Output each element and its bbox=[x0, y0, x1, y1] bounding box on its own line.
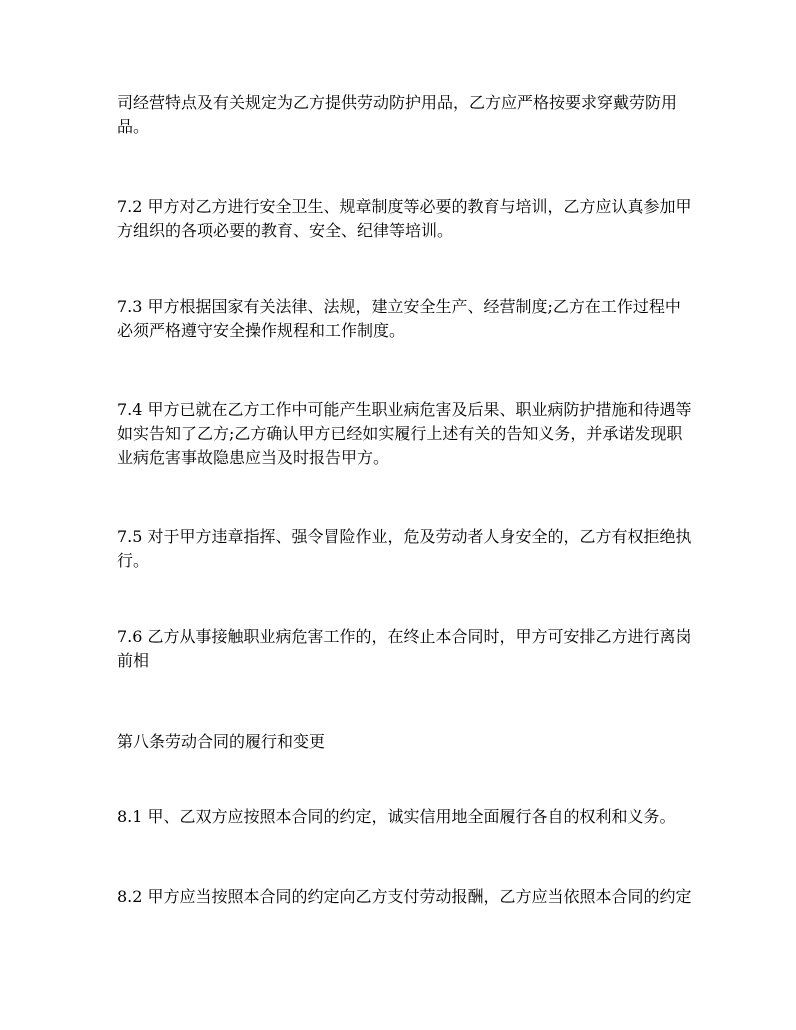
text-line: 业病危害事故隐患应当及时报告甲方。 bbox=[117, 448, 390, 467]
text-line: 7.4 甲方已就在乙方工作中可能产生职业病危害及后果、职业病防护措施和待遇等 bbox=[117, 400, 692, 419]
text-line: 品。 bbox=[117, 117, 150, 136]
text-line: 7.3 甲方根据国家有关法律、法规，建立安全生产、经营制度;乙方在工作过程中 bbox=[117, 297, 681, 316]
text-line: 前相 bbox=[117, 651, 150, 670]
clause-7-5 bbox=[117, 525, 737, 573]
clause-7-6 bbox=[117, 625, 737, 673]
text-line: 7.2 甲方对乙方进行安全卫生、规章制度等必要的教育与培训，乙方应认真参加甲 bbox=[117, 197, 692, 216]
article-8-heading bbox=[117, 730, 737, 754]
text-line: 8.1 甲、乙双方应按照本合同的约定，诚实信用地全面履行各自的权利和义务。 bbox=[117, 807, 676, 826]
clause-8-1 bbox=[117, 805, 737, 829]
section-heading: 第八条劳动合同的履行和变更 bbox=[117, 732, 326, 751]
text-line: 司经营特点及有关规定为乙方提供劳动防护用品，乙方应严格按要求穿戴劳防用 bbox=[117, 93, 678, 112]
clause-8-2 bbox=[117, 885, 737, 909]
clause-7-2 bbox=[117, 195, 737, 243]
text-line: 7.6 乙方从事接触职业病危害工作的，在终止本合同时，甲方可安排乙方进行离岗 bbox=[117, 627, 692, 646]
text-line: 行。 bbox=[117, 551, 150, 570]
clause-7-3 bbox=[117, 295, 737, 343]
clause-7-4 bbox=[117, 398, 737, 470]
text-line: 必须严格遵守安全操作规程和工作制度。 bbox=[117, 321, 406, 340]
text-line: 7.5 对于甲方违章指挥、强令冒险作业，危及劳动者人身安全的，乙方有权拒绝执 bbox=[117, 527, 692, 546]
text-line: 8.2 甲方应当按照本合同的约定向乙方支付劳动报酬，乙方应当依照本合同的约定 bbox=[117, 887, 692, 906]
text-line: 如实告知了乙方;乙方确认甲方已经如实履行上述有关的告知义务，并承诺发现职 bbox=[117, 424, 683, 443]
paragraph-protective-equipment bbox=[117, 91, 737, 139]
text-line: 方组织的各项必要的教育、安全、纪律等培训。 bbox=[117, 221, 454, 240]
